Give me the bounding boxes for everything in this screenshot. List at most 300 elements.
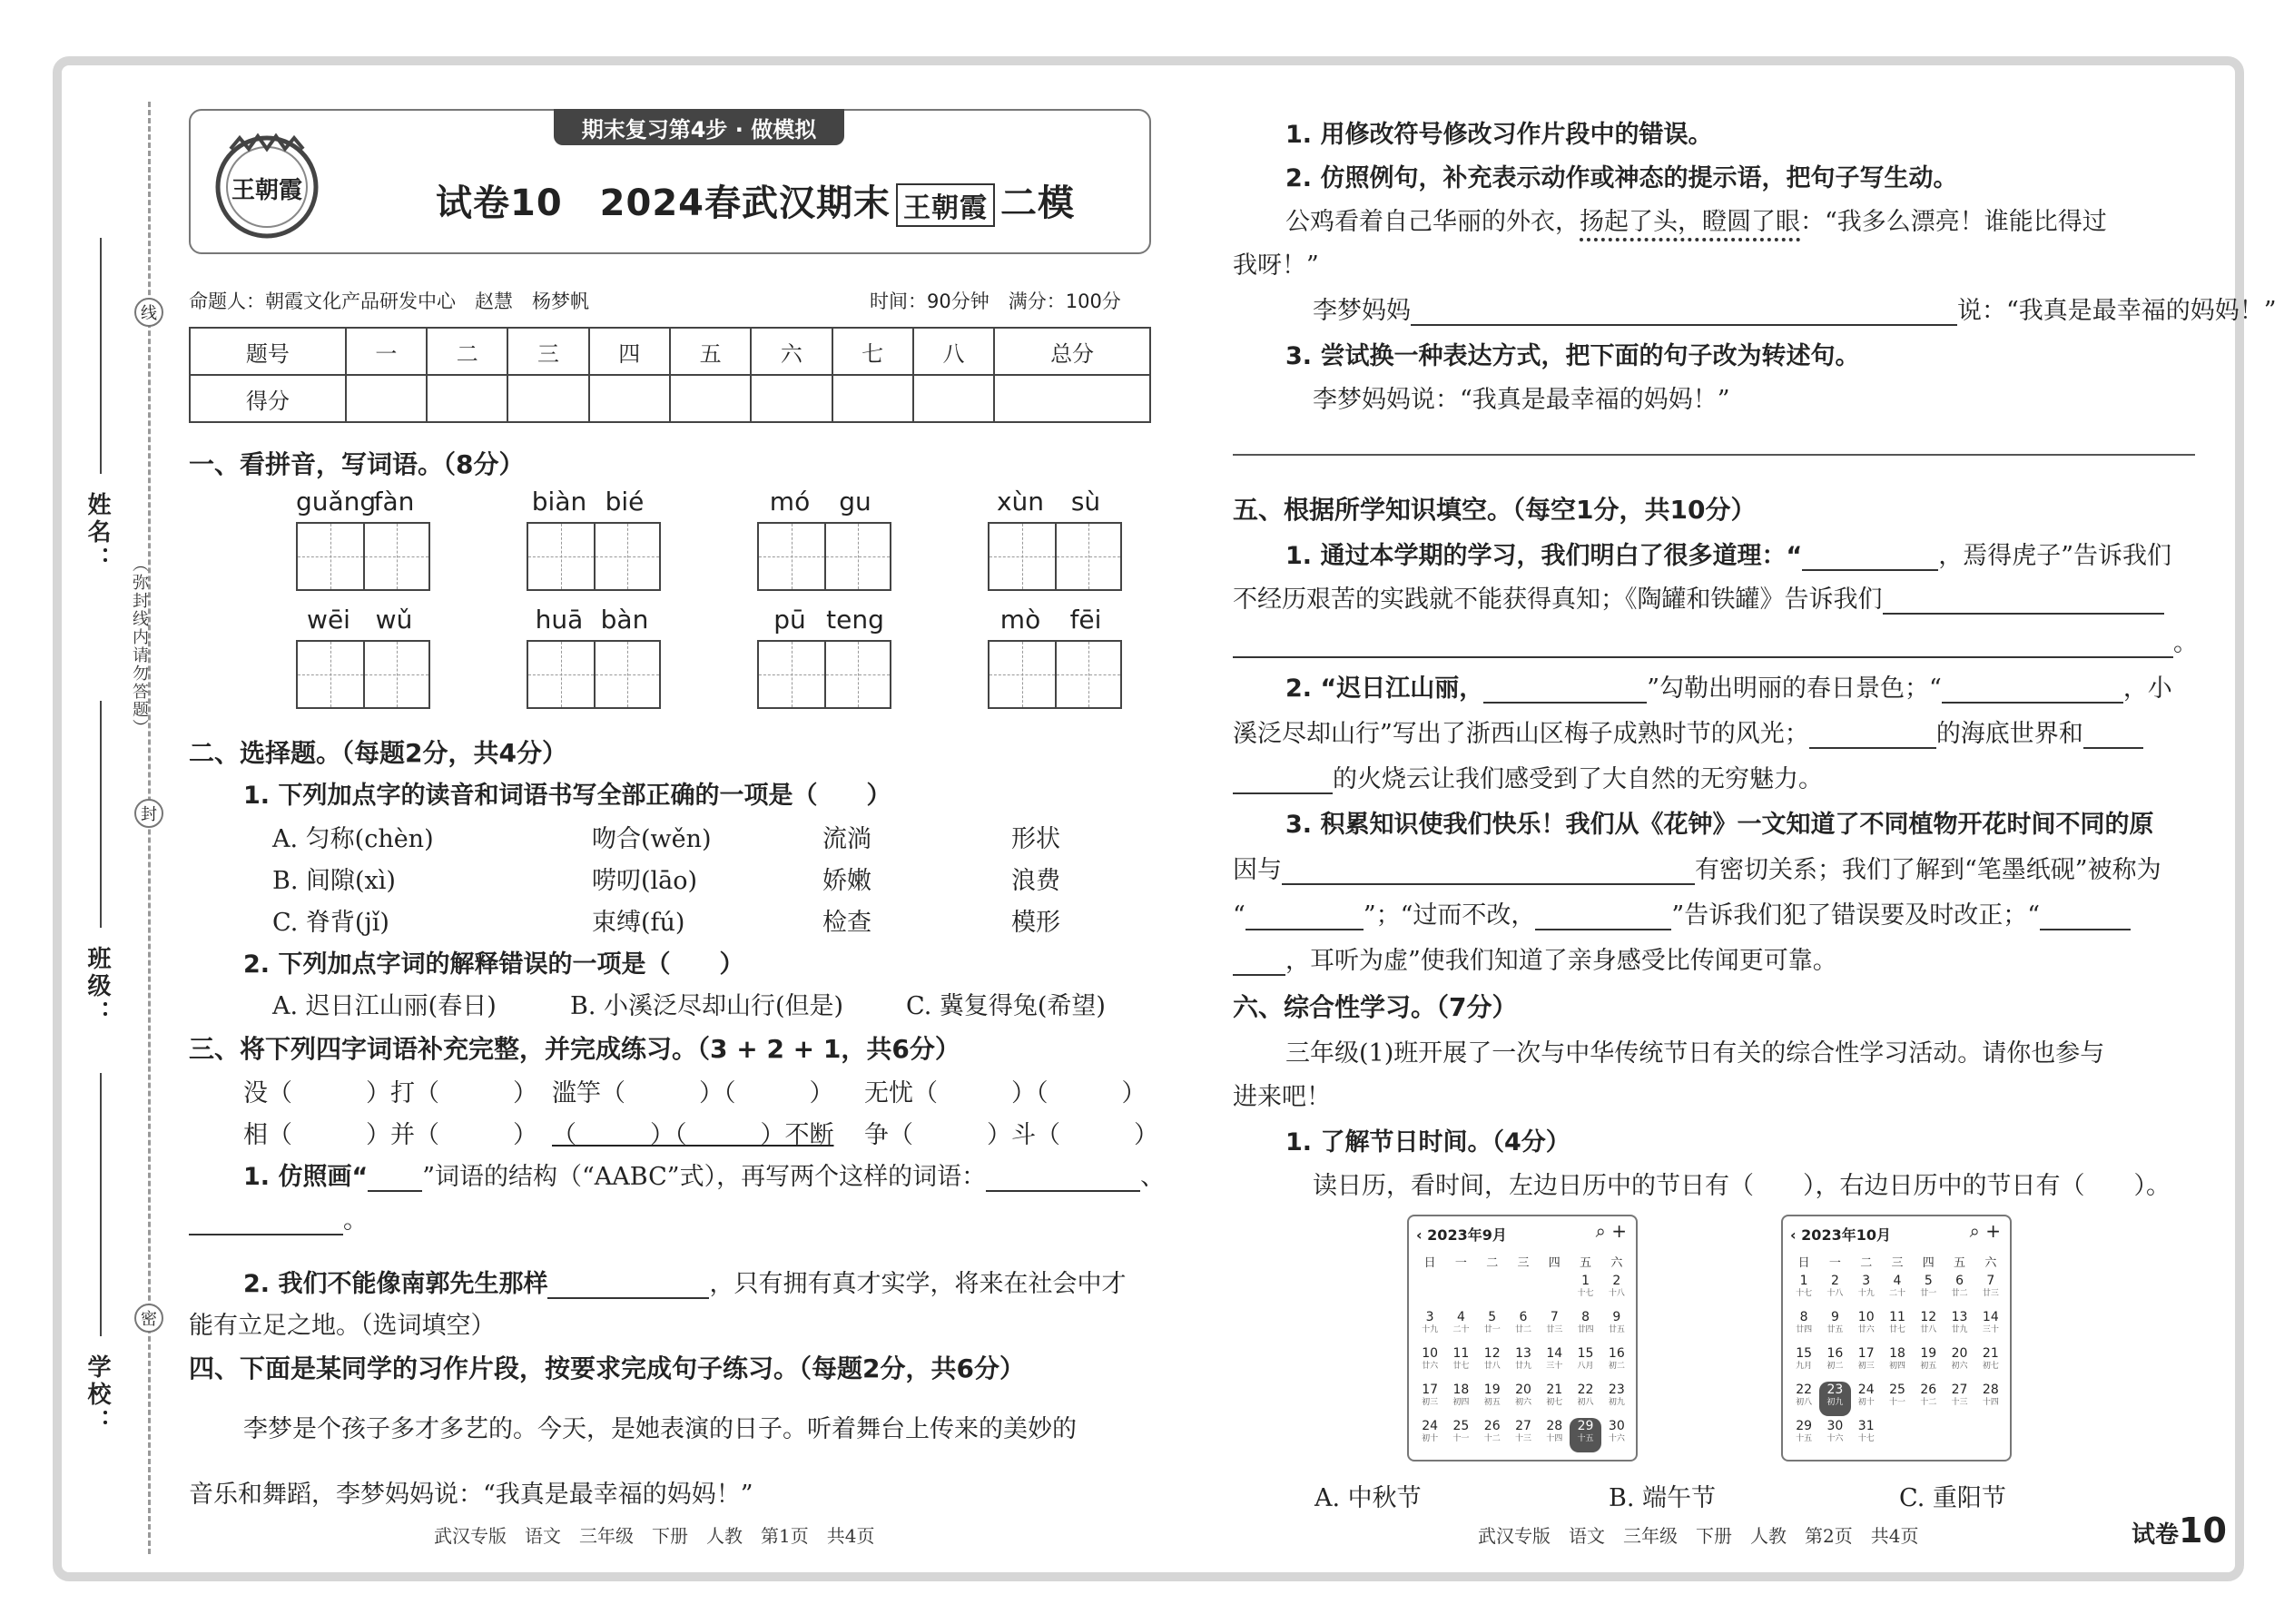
lunar-date: 十五 <box>1796 1434 1813 1443</box>
s4-passage-line1: 李梦是个孩子多才多艺的。今天，是她表演的日子。听着舞台上传来的美妙的 <box>243 1415 1077 1443</box>
score-cell[interactable] <box>346 375 427 422</box>
pinyin-word <box>757 605 891 709</box>
calendar-empty-day <box>1975 1418 2006 1452</box>
calendar-day[interactable] <box>1913 1273 1944 1307</box>
lunar-date: 初五 <box>1920 1362 1937 1371</box>
section5-title: 五、根据所学知识填空。（每空1分，共10分） <box>1233 495 1757 525</box>
calendar-day[interactable] <box>1819 1382 1850 1416</box>
s3-idiom-4[interactable]: 相（ ）并（ ） <box>243 1121 537 1149</box>
s6-intro-line1: 三年级(1)班开展了一次与中华传统节日有关的综合性学习活动。请你也参与 <box>1285 1039 2105 1068</box>
s2-q1-word: 束缚(fú) <box>592 909 685 937</box>
score-header-cell: 八 <box>913 328 994 375</box>
calendar-day[interactable] <box>1414 1345 1445 1380</box>
calendar-empty-day <box>1882 1418 1913 1452</box>
lunar-date: 廿五 <box>1608 1325 1625 1334</box>
day-number: 7 <box>1986 1274 1995 1288</box>
writing-boxes <box>988 640 1122 709</box>
day-number: 20 <box>1951 1346 1968 1361</box>
s5-q3-line1: 3. 积累知识使我们快乐！我们从《花钟》一文知道了不同植物开花时间不同的原 <box>1285 811 2154 839</box>
lunar-date: 初九 <box>1826 1398 1844 1407</box>
calendar-day[interactable] <box>1944 1309 1974 1343</box>
calendar-day[interactable] <box>1508 1309 1539 1343</box>
writing-cell[interactable] <box>298 524 363 589</box>
s4-q3-sentence: 李梦妈妈说：“我真是最幸福的妈妈！” <box>1313 386 1730 414</box>
s2-q1-word: 流淌 <box>822 825 871 853</box>
s5-q1-line3: 。 <box>1233 623 2198 658</box>
s5-q1-line2: 不经历艰苦的实践就不能获得真知；《陶罐和铁罐》告诉我们 <box>1233 579 2164 615</box>
day-number: 1 <box>1581 1274 1590 1288</box>
calendar-grid <box>1788 1253 2006 1452</box>
s4-q3-answer-line[interactable] <box>1233 454 2195 456</box>
day-number: 24 <box>1857 1383 1875 1397</box>
calendar-day[interactable] <box>1601 1345 1632 1380</box>
s5-q3-line3: “ ”；“过而不改， ”告诉我们犯了错误要及时改正；“ <box>1233 895 2131 930</box>
calendar-weekday: 四 <box>1922 1256 1935 1270</box>
calendar-day[interactable] <box>1788 1418 1819 1452</box>
calendar-day[interactable] <box>1477 1309 1508 1343</box>
search-icon[interactable]: ⌕ <box>1969 1220 1980 1242</box>
day-number: 15 <box>1577 1346 1594 1361</box>
s5-q2-line2: 溪泛尽却山行”写出了浙西山区梅子成熟时节的风光； 的海底世界和 <box>1233 714 2143 749</box>
day-number: 12 <box>1920 1310 1937 1324</box>
calendar-day[interactable] <box>1819 1273 1850 1307</box>
s5-q3-blank4[interactable] <box>2040 903 2131 930</box>
pinyin-label <box>757 605 891 635</box>
calendar-day[interactable] <box>1445 1309 1476 1343</box>
score-table <box>189 327 1151 423</box>
lunar-date: 廿三 <box>1546 1325 1563 1334</box>
score-header-cell: 五 <box>670 328 751 375</box>
day-number: 27 <box>1951 1383 1968 1397</box>
s5-q3-blank4-cont[interactable] <box>1233 949 1285 976</box>
calendar-day[interactable] <box>1570 1273 1600 1307</box>
lunar-date: 初八 <box>1796 1398 1813 1407</box>
binding-circle-line: 线 <box>134 298 163 327</box>
score-cell[interactable] <box>913 375 994 422</box>
calendar-day[interactable] <box>1508 1382 1539 1416</box>
score-cell[interactable] <box>751 375 832 422</box>
pinyin-syllable: fēi <box>1069 605 1102 635</box>
s2-q1-option[interactable]: C. 脊背(jǐ) <box>272 909 389 937</box>
day-number: 14 <box>1982 1310 1999 1324</box>
lunar-date: 初十 <box>1422 1434 1439 1443</box>
s2-q1-option[interactable]: A. 匀称(chèn) <box>272 825 434 853</box>
calendar-day[interactable] <box>1851 1418 1882 1452</box>
calendar-weekday: 二 <box>1486 1256 1499 1270</box>
day-number: 4 <box>1456 1310 1465 1324</box>
writing-boxes <box>527 522 661 591</box>
day-number: 16 <box>1826 1346 1844 1361</box>
pinyin-syllable: mò <box>999 605 1041 635</box>
day-number: 3 <box>1425 1310 1434 1324</box>
day-number: 8 <box>1581 1310 1590 1324</box>
pinyin-label <box>757 487 891 517</box>
school-line[interactable] <box>100 1073 102 1336</box>
calendar-day[interactable] <box>1913 1382 1944 1416</box>
school-label: 学校： <box>84 1354 111 1436</box>
calendar-day[interactable] <box>1570 1345 1600 1380</box>
plus-icon[interactable]: + <box>1611 1220 1627 1242</box>
name-line[interactable] <box>100 238 102 474</box>
s2-q1-option[interactable]: B. 间隙(xì) <box>272 867 396 895</box>
class-label: 班级： <box>84 946 111 1028</box>
calendar-day[interactable] <box>1601 1273 1632 1307</box>
s5-q1-blank1[interactable] <box>1802 544 1938 571</box>
day-number: 28 <box>1982 1383 1999 1397</box>
calendar-weekday: 一 <box>1828 1256 1841 1270</box>
s5-q3-blank1[interactable] <box>1282 858 1695 885</box>
calendar-day[interactable] <box>1570 1382 1600 1416</box>
pinyin-syllable: teng <box>826 605 884 635</box>
writing-boxes <box>296 640 430 709</box>
writing-cell[interactable] <box>824 642 890 707</box>
score-cell[interactable] <box>507 375 588 422</box>
s3-q1-answer2[interactable] <box>189 1208 343 1235</box>
lunar-date: 十四 <box>1982 1398 1999 1407</box>
writing-cell[interactable] <box>989 642 1055 707</box>
section1-title: 一、看拼音，写词语。（8分） <box>189 449 525 479</box>
lunar-date: 十一 <box>1452 1434 1470 1443</box>
calendar-weekday: 二 <box>1860 1256 1873 1270</box>
calendar-empty-day <box>1913 1418 1944 1452</box>
review-step-tab: 期末复习第4步 · 做模拟 <box>554 109 844 145</box>
calendar-day[interactable] <box>1570 1418 1600 1452</box>
calendar-day[interactable] <box>1508 1345 1539 1380</box>
score-cell[interactable] <box>427 375 507 422</box>
day-number: 21 <box>1982 1346 1999 1361</box>
calendar-weekday: 日 <box>1797 1256 1810 1270</box>
lunar-date: 初二 <box>1826 1362 1844 1371</box>
s3-idiom-1[interactable]: 没（ ）打（ ） <box>243 1079 537 1107</box>
score-header-cell: 题号 <box>190 328 346 375</box>
calendar-empty-day <box>1539 1273 1570 1307</box>
s3-q1-sample-blank[interactable] <box>368 1165 422 1192</box>
day-number: 2 <box>1830 1274 1839 1288</box>
lunar-date: 初二 <box>1608 1362 1625 1371</box>
lunar-date: 九月 <box>1796 1362 1813 1371</box>
calendar-day[interactable] <box>1819 1345 1850 1380</box>
calendar-weekday: 日 <box>1423 1256 1436 1270</box>
day-number: 27 <box>1515 1419 1531 1433</box>
calendar-actions <box>1596 1220 1627 1242</box>
pinyin-label <box>527 487 661 517</box>
pinyin-syllable: pū <box>773 605 806 635</box>
calendar-weekday: 五 <box>1580 1256 1592 1270</box>
s5-q3-blank2[interactable] <box>1245 903 1364 930</box>
calendar-day[interactable] <box>1788 1345 1819 1380</box>
pinyin-syllable: xùn <box>996 487 1045 517</box>
calendar-day[interactable] <box>1788 1382 1819 1416</box>
calendar-day[interactable] <box>1882 1345 1913 1380</box>
s6-q1-text: 读日历，看时间，左边日历中的节日有（ ），右边日历中的节日有（ ）。 <box>1313 1172 2171 1200</box>
calendar-day[interactable] <box>1539 1418 1570 1452</box>
day-number: 17 <box>1422 1383 1439 1397</box>
plus-icon[interactable]: + <box>1985 1220 2001 1242</box>
score-cell[interactable] <box>832 375 913 422</box>
day-number: 5 <box>1924 1274 1933 1288</box>
s3-idiom-2[interactable]: 滥竽（ ）（ ） <box>552 1079 834 1107</box>
calendar-day[interactable] <box>1975 1309 2006 1343</box>
section3-title: 三、将下列四字词语补充完整，并完成练习。（3 + 2 + 1，共6分） <box>189 1034 960 1064</box>
section6-title: 六、综合性学习。（7分） <box>1233 992 1518 1022</box>
s2-q1-word: 形状 <box>1011 825 1060 853</box>
s5-q3-blank3[interactable] <box>1535 903 1671 930</box>
calendar-day[interactable] <box>1851 1345 1882 1380</box>
s2-q2-option-a[interactable]: A. 迟日江山丽(春日) <box>272 992 497 1020</box>
day-number: 17 <box>1857 1346 1875 1361</box>
calendar-day[interactable] <box>1882 1273 1913 1307</box>
pinyin-word <box>296 605 430 709</box>
s4-example-line1: 公鸡看着自己华丽的外衣，扬起了头，瞪圆了眼：“我多么漂亮！谁能比得过 <box>1285 202 2107 237</box>
calendar-day[interactable] <box>1975 1273 2006 1307</box>
calendar-day[interactable] <box>1539 1345 1570 1380</box>
s5-q1-blank2[interactable] <box>1883 587 2164 615</box>
day-number: 4 <box>1893 1274 1902 1288</box>
brand-logo-icon <box>212 131 321 240</box>
pinyin-word <box>296 487 430 591</box>
day-number: 26 <box>1920 1383 1937 1397</box>
pinyin-syllable: guǎng <box>296 487 377 517</box>
day-number: 25 <box>1889 1383 1905 1397</box>
lunar-date: 初六 <box>1951 1362 1968 1371</box>
day-number: 18 <box>1452 1383 1470 1397</box>
s3-q1-line2: 。 <box>189 1200 368 1235</box>
lunar-date: 初十 <box>1857 1398 1875 1407</box>
s6-option-a[interactable]: A. 中秋节 <box>1314 1484 1422 1512</box>
calendar-day[interactable] <box>1445 1382 1476 1416</box>
exam-title: 试卷10 2024春武汉期末 王朝霞 二模 <box>436 174 1075 227</box>
lunar-date: 廿八 <box>1920 1325 1937 1334</box>
lunar-date: 初五 <box>1483 1398 1501 1407</box>
lunar-date: 廿六 <box>1422 1362 1439 1371</box>
calendar-day[interactable] <box>1570 1309 1600 1343</box>
writing-cell[interactable] <box>363 524 428 589</box>
s3-idiom-3[interactable]: 无忧（ ）（ ） <box>864 1079 1147 1107</box>
calendar-grid <box>1414 1253 1632 1452</box>
calendar-day[interactable] <box>1601 1382 1632 1416</box>
s3-q1-answer1[interactable] <box>986 1165 1140 1192</box>
pinyin-word <box>988 605 1122 709</box>
writing-cell[interactable] <box>528 642 594 707</box>
writing-boxes <box>757 522 891 591</box>
calendar-day[interactable] <box>1445 1418 1476 1452</box>
writing-cell[interactable] <box>824 524 890 589</box>
search-icon[interactable]: ⌕ <box>1595 1220 1606 1242</box>
binding-circle-secret: 密 <box>134 1304 163 1333</box>
lunar-date: 廿二 <box>1951 1289 1968 1298</box>
calendar-day[interactable] <box>1913 1309 1944 1343</box>
calendar-title: ‹ 2023年9月 <box>1416 1226 1507 1244</box>
calendar-day[interactable] <box>1477 1418 1508 1452</box>
writing-cell[interactable] <box>1055 642 1120 707</box>
writing-cell[interactable] <box>1055 524 1120 589</box>
day-number: 7 <box>1550 1310 1559 1324</box>
lunar-date: 二十 <box>1452 1325 1470 1334</box>
score-cell[interactable] <box>589 375 670 422</box>
day-number: 14 <box>1546 1346 1563 1361</box>
lunar-date: 初三 <box>1422 1398 1439 1407</box>
day-number: 6 <box>1519 1310 1528 1324</box>
s4-question1: 1. 用修改符号修改习作片段中的错误。 <box>1285 121 1713 149</box>
lunar-date: 十九 <box>1422 1325 1439 1334</box>
pinyin-label <box>988 605 1122 635</box>
lunar-date: 三十 <box>1546 1362 1563 1371</box>
s5-q2-blank4[interactable] <box>2083 722 2143 749</box>
s4-question2: 2. 仿照例句，补充表示动作或神态的提示语，把句子写生动。 <box>1285 164 1958 192</box>
s2-q2-option-b[interactable]: B. 小溪泛尽却山行(但是) <box>570 992 844 1020</box>
calendar-day[interactable] <box>1601 1309 1632 1343</box>
writing-cell[interactable] <box>759 524 824 589</box>
day-number: 9 <box>1830 1310 1839 1324</box>
day-number: 26 <box>1483 1419 1501 1433</box>
class-line[interactable] <box>100 701 102 928</box>
s3-idiom-5[interactable]: （ ）（ ）不断 <box>552 1121 834 1149</box>
s2-q2-option-c[interactable]: C. 冀复得兔(希望) <box>906 992 1106 1020</box>
s3-idiom-6[interactable]: 争（ ）斗（ ） <box>864 1121 1158 1149</box>
writing-cell[interactable] <box>363 642 428 707</box>
s5-q2-blank3[interactable] <box>1809 722 1936 749</box>
score-cell[interactable] <box>994 375 1150 422</box>
calendar-day[interactable] <box>1975 1345 2006 1380</box>
calendar-day[interactable] <box>1944 1273 1974 1307</box>
day-number: 24 <box>1422 1419 1439 1433</box>
lunar-date: 十六 <box>1826 1434 1844 1443</box>
calendar-weekday: 六 <box>1610 1256 1623 1270</box>
lunar-date: 十八 <box>1608 1289 1625 1298</box>
pinyin-label <box>988 487 1122 517</box>
lunar-date: 廿八 <box>1483 1362 1501 1371</box>
day-number: 25 <box>1452 1419 1470 1433</box>
calendar-day[interactable] <box>1913 1345 1944 1380</box>
authors-info: 命题人：朝霞文化产品研发中心 赵慧 杨梦帆 <box>189 290 589 312</box>
s5-q2-line1: 2. “迟日江山丽， ”勾勒出明丽的春日景色；“ ，小 <box>1285 674 2172 703</box>
day-number: 9 <box>1612 1310 1621 1324</box>
binding-note: （弥封线内请勿答题） <box>130 556 149 737</box>
lunar-date: 十六 <box>1608 1434 1625 1443</box>
writing-cell[interactable] <box>759 642 824 707</box>
s5-q2-blank2[interactable] <box>1942 676 2123 704</box>
writing-cell[interactable] <box>528 524 594 589</box>
day-number: 13 <box>1515 1346 1531 1361</box>
score-cell[interactable] <box>670 375 751 422</box>
calendar-october <box>1781 1215 2012 1462</box>
lunar-date: 初四 <box>1452 1398 1470 1407</box>
name-label: 姓名： <box>84 492 111 574</box>
calendar-day[interactable] <box>1539 1382 1570 1416</box>
calendar-day[interactable] <box>1851 1309 1882 1343</box>
day-number: 31 <box>1857 1419 1875 1433</box>
s4-passage-line2: 音乐和舞蹈，李梦妈妈说：“我真是最幸福的妈妈！” <box>189 1481 753 1509</box>
lunar-date: 十三 <box>1951 1398 1968 1407</box>
day-number: 11 <box>1889 1310 1905 1324</box>
s4-question3: 3. 尝试换一种表达方式，把下面的句子改为转述句。 <box>1285 342 1860 370</box>
writing-boxes <box>296 522 430 591</box>
calendar-empty-day <box>1445 1273 1476 1307</box>
s6-option-c[interactable]: C. 重阳节 <box>1899 1484 2006 1512</box>
calendar-day[interactable] <box>1445 1345 1476 1380</box>
day-number: 28 <box>1546 1419 1563 1433</box>
day-number: 20 <box>1515 1383 1531 1397</box>
score-header-cell: 四 <box>589 328 670 375</box>
s3-question1: 1. 仿照画“ ”词语的结构（“AABC”式），再写两个这样的词语： 、 <box>243 1163 1166 1191</box>
day-number: 30 <box>1826 1419 1844 1433</box>
writing-boxes <box>988 522 1122 591</box>
day-number: 23 <box>1608 1383 1625 1397</box>
writing-cell[interactable] <box>594 642 659 707</box>
calendar-day[interactable] <box>1539 1309 1570 1343</box>
calendar-day[interactable] <box>1882 1382 1913 1416</box>
pinyin-syllable: sù <box>1070 487 1101 517</box>
lunar-date: 十九 <box>1857 1289 1875 1298</box>
s4-q2-blank[interactable] <box>1411 299 1957 326</box>
calendar-day[interactable] <box>1819 1418 1850 1452</box>
score-header-cell: 六 <box>751 328 832 375</box>
lunar-date: 初八 <box>1577 1398 1594 1407</box>
s5-q2-blank4-cont[interactable] <box>1233 767 1333 794</box>
calendar-day[interactable] <box>1508 1418 1539 1452</box>
lunar-date: 廿九 <box>1514 1362 1531 1371</box>
calendar-day[interactable] <box>1414 1418 1445 1452</box>
s5-q1-blank2-cont[interactable] <box>1233 631 2173 658</box>
writing-cell[interactable] <box>298 642 363 707</box>
pinyin-syllable: mó <box>769 487 811 517</box>
day-number: 22 <box>1796 1383 1813 1397</box>
calendar-day[interactable] <box>1975 1382 2006 1416</box>
calendar-day[interactable] <box>1601 1418 1632 1452</box>
day-number: 13 <box>1951 1310 1968 1324</box>
pinyin-label <box>296 605 430 635</box>
lunar-date: 初六 <box>1514 1398 1531 1407</box>
day-number: 15 <box>1796 1346 1813 1361</box>
calendar-day[interactable] <box>1788 1309 1819 1343</box>
calendar-day[interactable] <box>1477 1382 1508 1416</box>
calendar-day[interactable] <box>1414 1382 1445 1416</box>
calendar-day[interactable] <box>1819 1309 1850 1343</box>
s2-q1-word: 浪费 <box>1011 867 1060 895</box>
s2-q1-word: 检查 <box>822 909 871 937</box>
writing-cell[interactable] <box>989 524 1055 589</box>
calendar-actions <box>1970 1220 2001 1242</box>
calendar-day[interactable] <box>1851 1273 1882 1307</box>
calendar-day[interactable] <box>1851 1382 1882 1416</box>
s5-q2-blank1[interactable] <box>1483 676 1647 704</box>
lunar-date: 十七 <box>1796 1289 1813 1298</box>
day-number: 29 <box>1577 1419 1594 1433</box>
calendar-day[interactable] <box>1414 1309 1445 1343</box>
s6-option-b[interactable]: B. 端午节 <box>1609 1484 1717 1512</box>
lunar-date: 廿二 <box>1514 1325 1531 1334</box>
calendar-day[interactable] <box>1882 1309 1913 1343</box>
day-number: 21 <box>1546 1383 1563 1397</box>
writing-cell[interactable] <box>594 524 659 589</box>
s4-example-line2: 我呀！” <box>1233 251 1319 280</box>
footer-right: 武汉专版 语文 三年级 下册 人教 第2页 共4页 <box>1478 1525 1919 1547</box>
calendar-day[interactable] <box>1788 1273 1819 1307</box>
day-number: 6 <box>1955 1274 1964 1288</box>
pinyin-word <box>527 487 661 591</box>
calendar-day[interactable] <box>1944 1345 1974 1380</box>
brand-mark: 王朝霞 <box>896 183 995 227</box>
calendar-day[interactable] <box>1477 1345 1508 1380</box>
s3-q2-blank[interactable] <box>547 1272 709 1299</box>
pinyin-syllable: wēi <box>307 605 350 635</box>
pinyin-syllable: huā <box>535 605 584 635</box>
day-number: 19 <box>1483 1383 1501 1397</box>
s2-question1: 1. 下列加点字的读音和词语书写全部正确的一项是（ ） <box>243 782 891 810</box>
day-number: 5 <box>1488 1310 1497 1324</box>
calendar-day[interactable] <box>1944 1382 1974 1416</box>
s2-q1-word: 模形 <box>1011 909 1060 937</box>
